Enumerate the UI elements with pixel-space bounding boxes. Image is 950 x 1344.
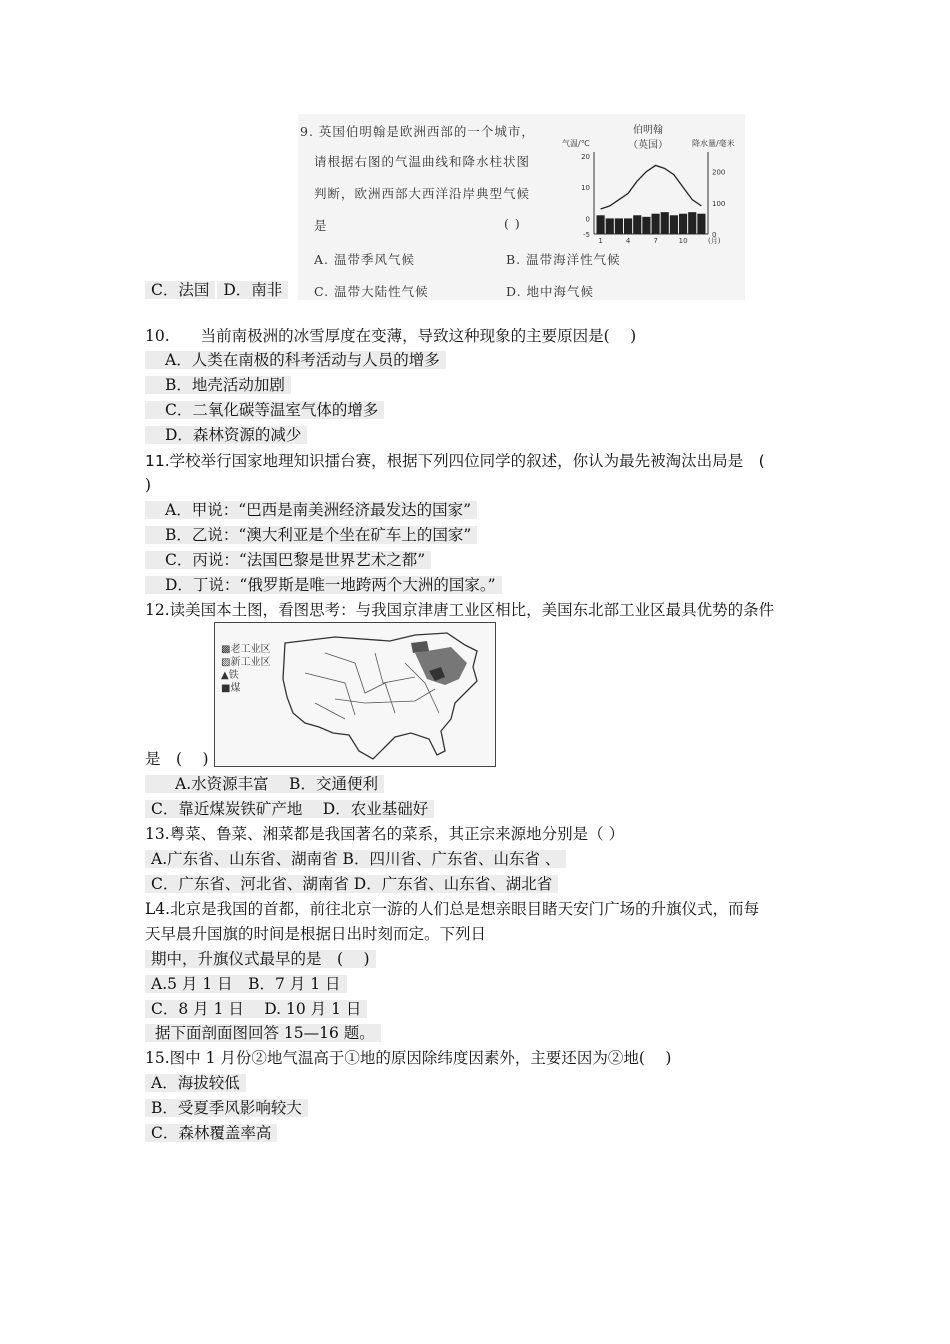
iron-area xyxy=(411,641,429,653)
y-left-tick: 20 xyxy=(581,153,590,161)
q9-line3: 判断，欧洲西部大西洋沿岸典型气候 xyxy=(314,186,531,201)
q14-options-cd: C．8 月 1 日 D. 10 月 1 日 xyxy=(145,997,367,1021)
y-right-tick: 200 xyxy=(712,168,726,177)
precipitation-bar xyxy=(615,218,623,234)
q11-stem-end: ) xyxy=(145,476,152,494)
y-left-tick: -5 xyxy=(583,231,590,239)
q12-stem-end: 是 ( ) xyxy=(145,750,209,768)
q10-option-a: A．人类在南极的科考活动与人员的增多 xyxy=(145,348,446,372)
x-unit-tick: (月) xyxy=(708,237,721,245)
y-right-tick: 100 xyxy=(712,199,726,208)
q15-option-c: C．森林覆盖率高 xyxy=(145,1121,277,1145)
legend-old-industry: ▩老工业区 xyxy=(221,644,271,655)
precipitation-bar xyxy=(633,215,641,234)
precipitation-bar xyxy=(679,214,687,234)
question-9-scan xyxy=(298,114,745,300)
q9-option-d: D. 地中海气候 xyxy=(506,284,595,299)
map-legend xyxy=(221,643,270,695)
q14-stem: L4.北京是我国的首都，前往北京一游的人们总是想亲眼目睹天安门广场的升旗仪式，而每 xyxy=(145,900,760,918)
precipitation-bar xyxy=(688,212,696,234)
chart-title: 伯明翰 xyxy=(633,125,663,136)
q9-paren: ( ) xyxy=(504,216,521,231)
q10-option-c: C．二氧化碳等温室气体的增多 xyxy=(145,398,384,422)
y-left-label: 气温/℃ xyxy=(562,139,590,148)
q12-options-ab: A.水资源丰富 B．交通便利 xyxy=(145,772,384,796)
q15-option-b: B．受夏季风影响较大 xyxy=(145,1096,308,1120)
x-tick: 10 xyxy=(678,237,688,245)
y-left-tick: 10 xyxy=(581,184,590,193)
y-left-tick: 0 xyxy=(585,215,590,224)
y-right-tick: 0 xyxy=(712,231,717,239)
temperature-curve xyxy=(601,165,702,209)
old-industrial-area xyxy=(415,647,467,685)
q9-line1: 9. 英国伯明翰是欧洲西部的一个城市， xyxy=(300,124,535,139)
q8-options xyxy=(145,278,288,302)
climate-chart xyxy=(560,122,740,246)
y-right-label: 降水量/毫米 xyxy=(692,139,735,148)
state-lines xyxy=(305,653,439,719)
q9-option-c: C. 温带大陆性气候 xyxy=(314,284,429,299)
q14-stem-line3: 期中，升旗仪式最早的是 ( ) xyxy=(145,947,376,971)
legend-iron: ▲铁 xyxy=(221,670,239,681)
q15-option-a: A．海拔较低 xyxy=(145,1071,246,1095)
q14-options-ab: A.5 月 1 日 B．7 月 1 日 xyxy=(145,972,347,996)
q10-stem: 10. 当前南极洲的冰雪厚度在变薄，导致这种现象的主要原因是( ) xyxy=(145,327,637,345)
chart-subtitle: （英国） xyxy=(628,140,668,151)
q15-stem: 15.图中 1 月份②地气温高于①地的原因除纬度因素外，主要还因为②地( ) xyxy=(145,1049,672,1067)
q14-stem-line2: 天早晨升国旗的时间是根据日出时刻而定。下列日 xyxy=(145,925,487,943)
q8-option-d: D．南非 xyxy=(217,281,288,299)
x-tick: 4 xyxy=(625,237,631,245)
precipitation-bar xyxy=(606,218,614,234)
q9-option-a: A. 温带季风气候 xyxy=(314,252,415,267)
precipitation-bar xyxy=(661,212,669,234)
q11-stem: 11.学校举行国家地理知识擂台赛，根据下列四位同学的叙述，你认为最先被淘汰出局是 ( xyxy=(145,452,765,470)
q11-option-d: D．丁说：“俄罗斯是唯一地跨两个大洲的国家。” xyxy=(145,573,502,597)
legend-new-industry: ▨新工业区 xyxy=(221,657,271,668)
x-tick: 7 xyxy=(653,237,658,245)
precipitation-bar xyxy=(670,215,678,234)
precipitation-bar xyxy=(697,214,705,234)
q13-options-cd: C．广东省、河北省、湖南省 D．广东省、山东省、湖北省 xyxy=(145,872,558,896)
precipitation-bar xyxy=(642,217,650,234)
x-tick: 1 xyxy=(598,237,603,245)
q11-option-a: A．甲说：“巴西是南美洲经济最发达的国家” xyxy=(145,498,477,522)
section-intro: 据下面剖面图回答 15—16 题。 xyxy=(145,1021,381,1045)
q10-option-b: B．地壳活动加剧 xyxy=(145,373,291,397)
precipitation-bar xyxy=(597,215,605,234)
q9-line4: 是 xyxy=(314,218,328,233)
q13-options-ab: A.广东省、山东省、湖南省 B．四川省、广东省、山东省 、 xyxy=(145,847,566,871)
q12-stem: 12.读美国本土图，看图思考：与我国京津唐工业区相比，美国东北部工业区最具优势的条件 xyxy=(145,601,775,619)
q11-option-b: B．乙说：“澳大利亚是个坐在矿车上的国家” xyxy=(145,523,477,547)
precipitation-bar xyxy=(652,214,660,234)
usa-map xyxy=(214,622,496,767)
q8-option-c: C．法国 xyxy=(145,281,215,299)
q9-line2: 请根据右图的气温曲线和降水柱状图 xyxy=(314,154,531,169)
q11-option-c: C．丙说：“法国巴黎是世界艺术之都” xyxy=(145,548,431,572)
q12-options-cd: C．靠近煤炭铁矿产地 D．农业基础好 xyxy=(145,797,434,821)
legend-coal: ■煤 xyxy=(221,683,241,694)
precipitation-bar xyxy=(624,218,632,234)
q13-stem: 13.粤菜、鲁菜、湘菜都是我国著名的菜系，其正宗来源地分别是（ ） xyxy=(145,825,625,843)
q9-option-b: B. 温带海洋性气候 xyxy=(506,252,621,267)
q10-option-d: D．森林资源的减少 xyxy=(145,423,307,447)
